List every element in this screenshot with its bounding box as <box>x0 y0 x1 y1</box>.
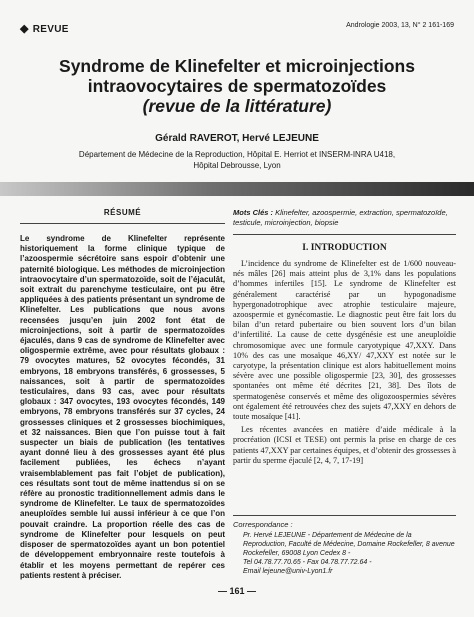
resume-body: Le syndrome de Klinefelter représente historiquement la forme clinique typique de l’azoospermie sécrétoire sans espoir d’obtenir une paternité biologique. Les méthodes de microinjection intraovocytaire d’un spermatozoïde, soit de l’éjaculât, soit extrait du parenchyme testiculaire, ont pu être appliquées à des patients présentant un syndrome de Klinefelter. Les publications que nous avons recensées jusqu’en juin 2002 font état de microinjections, soit à partir de spermatozoïdes éjaculés, dans 9 cas de syndrome de Klinefelter avec oligospermie extrême, avec pour résultats globaux : 79 ovocytes matures, 52 ovocytes fécondés, 31 embryons, 18 embryons transférés, 6 grossesses, 5 naissances, soit à partir de spermatozoïdes testiculaires, dans 93 cas, avec pour résultats globaux : 347 ovocytes, 193 ovocytes fécondés, 149 embryons, 78 embryons transférés sur 37 cycles, 24 grossesses cliniques et 2 grossesses biochimiques, et 32 naissances. Bien que l’on puisse tout à fait suspecter un biais de publication (les tentatives ayant donné lieu à des grossesses ayant été plus facilement publiées, les échecs n’ayant vraisemblablement pas fait l’objet de publication), ces résultats sont tout de même inattendus si on se réfère au pronostic traditionnellement admis dans le syndrome de Klinefelter. Le taux de spermatozoïdes aneuploïdes semble lui aussi inférieur à ce que l’on pouvait craindre. La proportion réelle des cas de syndrome de Klinefelter pour lesquels on peut disposer de spermatozoïdes ayant un bon potentiel de développement embryonnaire reste toutefois à établir et les moyens permettant de repérer ces patients restent à préciser. <box>20 234 225 580</box>
correspondence-email[interactable]: Email lejeune@univ-Lyon1.fr <box>243 568 333 575</box>
title-line-1: Syndrome de Klinefelter et microinjections <box>59 56 415 76</box>
diamond-icon: ◆ <box>20 23 29 35</box>
intro-heading: I. INTRODUCTION <box>302 243 387 253</box>
correspondence-text <box>233 531 456 576</box>
title-line-3: (revue de la littérature) <box>142 96 332 116</box>
keywords-divider <box>233 234 456 235</box>
article-title <box>0 56 474 116</box>
journal-reference: Andrologie 2003, 13, N° 2 161-169 <box>346 22 454 29</box>
keywords <box>233 208 456 228</box>
authors: Gérald RAVEROT, Hervé LEJEUNE <box>155 133 319 144</box>
keywords-label: Mots Clés : <box>233 208 274 217</box>
correspondence-box <box>233 515 456 576</box>
abstract-column <box>20 208 225 581</box>
correspondence-phone: Tel 04.78.77.70.65 - Fax 04.78.77.72.64 - <box>243 559 372 566</box>
affiliation <box>0 149 474 171</box>
affiliation-line-1: Département de Médecine de la Reproduction, Hôpital E. Herriot et INSERM-INRA U418, <box>78 150 396 159</box>
main-column <box>233 208 456 469</box>
keywords-text: Klinefelter, azoospermie, extraction, spermatozoïde, testicule, microinjection, biopsie <box>233 208 448 227</box>
gradient-divider-bar <box>0 182 474 196</box>
correspondence-address: Pr. Hervé LEJEUNE - Département de Médecine de la Reproduction, Faculté de Médecine, Domaine Rockefeller, 8 avenue Rockefeller, 69008 Lyon Cedex 8 - <box>243 532 455 557</box>
affiliation-line-2: Hôpital Debrousse, Lyon <box>193 161 281 170</box>
section-label: ◆ REVUE <box>20 23 69 35</box>
title-line-2: intraovocytaires de spermatozoïdes <box>87 76 387 96</box>
correspondence-label: Correspondance : <box>233 520 293 529</box>
resume-divider <box>20 223 225 224</box>
page-number: — 161 — <box>217 586 257 596</box>
intro-paragraph-1: L’incidence du syndrome de Klinefelter est de 1/600 nouveau-nés mâles [26] mais atteint plus de 3,1% dans les populations d’hommes infertiles [15]. Le syndrome de Klinefelter est généralement caractérisé par un hypogonadisme hypergonadotrophique avec atrophie testiculaire majeure, azoospermie et gynécomastie. Le diagnostic peut être fait lors du bilan d’un retard pubertaire ou bien souvent lors d’un bilan d’infertilité. La cause de cette dysgénésie est une aneuploïdie chromosomique avec une formule caryotypique 47,XXY. Dans 10% des cas une mosaïque 46,XY/ 47,XXY est notée sur le caryotype, la présentation clinique est alors habituellement moins sévère avec une possible oligospermie [23, 30], des grossesses spontanées ont même été décrites [21, 38]. Des îlots de spermatogenèse conservés et même des oligozoospermies sévères ont également été retrouvées chez des sujets 47,XXY en dehors de toute mosaïque [41]. <box>233 259 456 422</box>
intro-paragraph-2: Les récentes avancées en matière d’aide médicale à la procréation (ICSI et TESE) ont permis la prise en charge de ces patients 47,XXY par certaines équipes, et d’obtenir des grossesses à partir du sperme éjaculé [2, 4, 7, 17-19] <box>233 425 456 465</box>
resume-heading: RÉSUMÉ <box>103 208 142 217</box>
